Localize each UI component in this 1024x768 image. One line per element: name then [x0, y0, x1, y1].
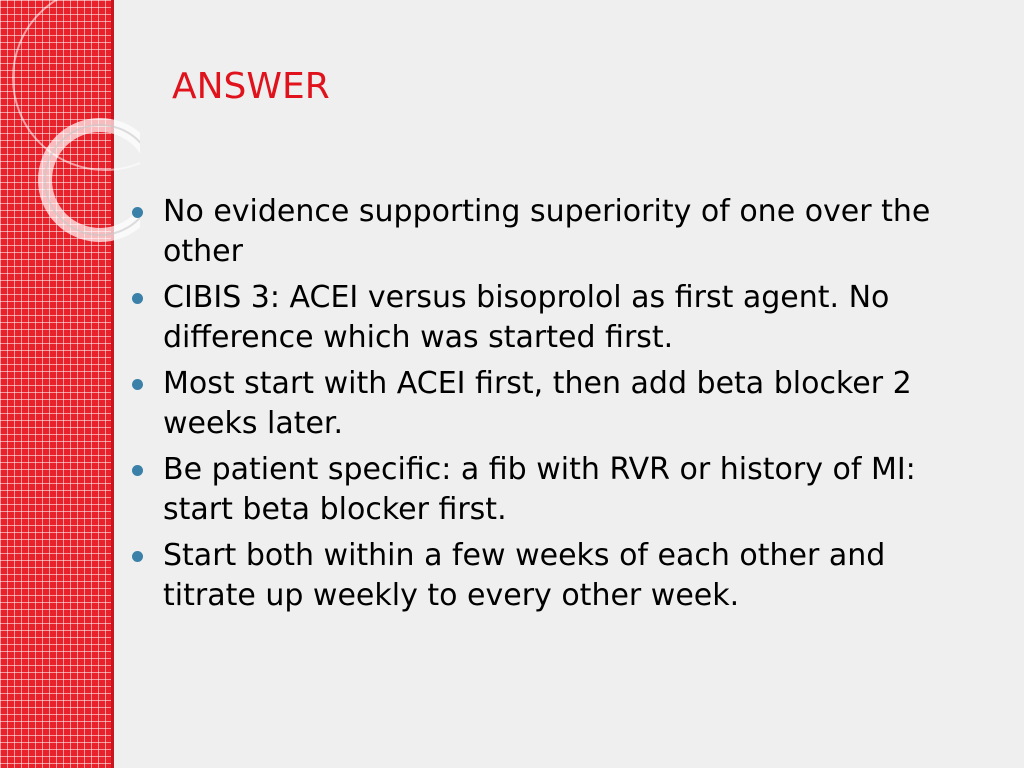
bullet-dot-icon: [132, 293, 143, 304]
bullet-text: Be patient specific: a fib with RVR or history of MI: start beta blocker first.: [163, 452, 916, 527]
bullet-dot-icon: [132, 551, 143, 562]
bullet-item: [132, 192, 952, 272]
bullet-item: [132, 536, 952, 616]
decorative-rings: [0, 0, 140, 260]
bullet-dot-icon: [132, 379, 143, 390]
bullet-dot-icon: [132, 465, 143, 476]
bullet-text: Most start with ACEI first, then add beta blocker 2 weeks later.: [163, 366, 912, 441]
bullet-dot-icon: [132, 207, 143, 218]
slide-title: ANSWER: [172, 66, 330, 107]
bullet-text: CIBIS 3: ACEI versus bisoprolol as first agent. No difference which was started first.: [163, 280, 890, 355]
bullet-item: [132, 278, 952, 358]
bullet-list: [132, 192, 952, 622]
bullet-item: [132, 364, 952, 444]
bullet-item: [132, 450, 952, 530]
bullet-text: No evidence supporting superiority of one over the other: [163, 194, 931, 269]
bullet-text: Start both within a few weeks of each other and titrate up weekly to every other week.: [163, 538, 886, 613]
